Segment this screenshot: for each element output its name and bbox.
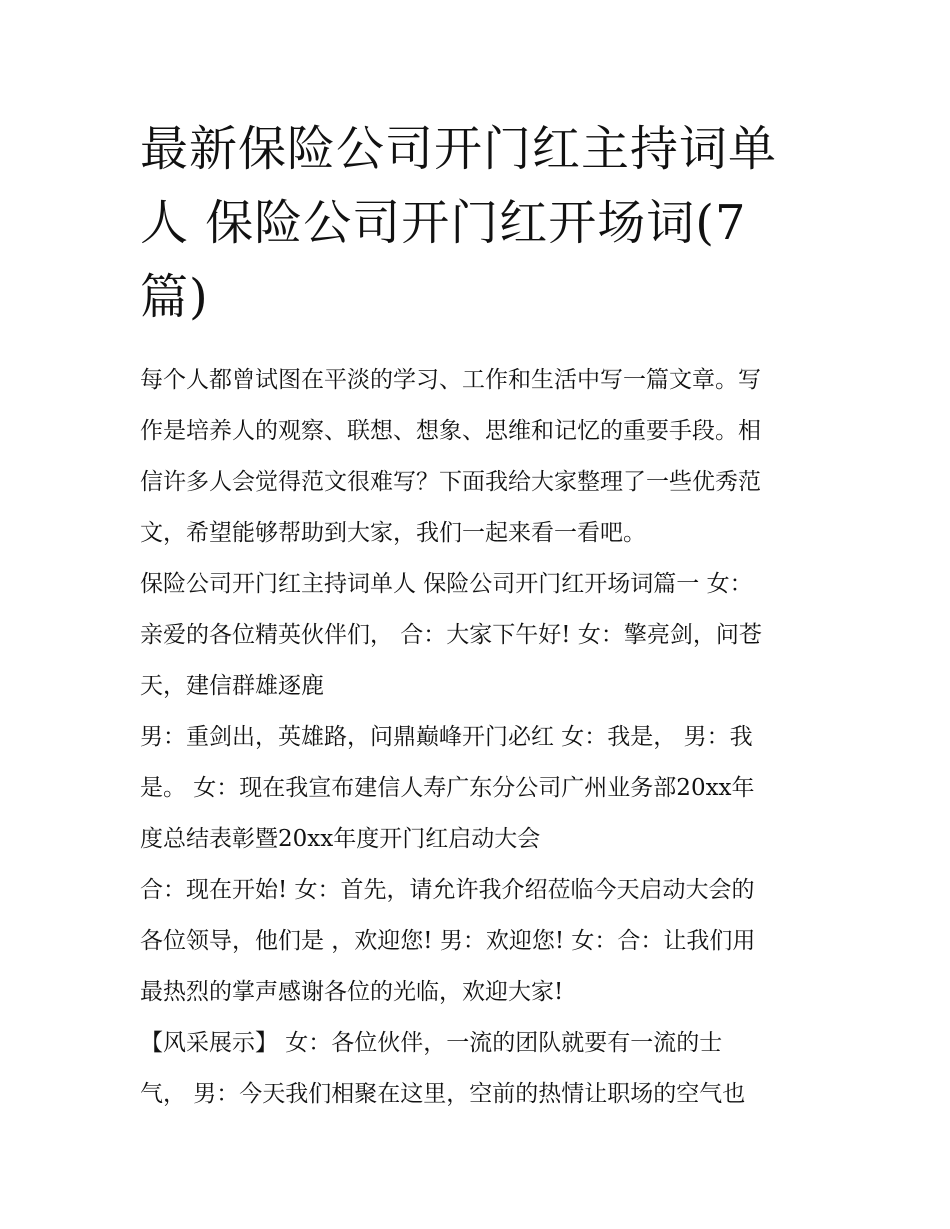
title-line: 最新保险公司开门红主持词单 — [140, 121, 778, 177]
body-line: 信许多人会觉得范文很难写？下面我给大家整理了一些优秀范 — [140, 469, 761, 495]
body-line: 【风采展示】 女：各位伙伴，一流的团队就要有一流的士 — [140, 1030, 723, 1056]
body-line: 合：现在开始! 女：首先，请允许我介绍莅临今天启动大会的 — [140, 877, 755, 903]
body-line: 男：重剑出，英雄路，问鼎巅峰开门必红 女：我是， 男：我 — [140, 724, 753, 750]
body-line: 每个人都曾试图在平淡的学习、工作和生活中写一篇文章。写 — [140, 367, 761, 393]
body-line: 天，建信群雄逐鹿 — [140, 673, 324, 699]
document-title — [140, 112, 820, 334]
body-line: 亲爱的各位精英伙伴们， 合：大家下午好! 女：擎亮剑，问苍 — [140, 622, 762, 648]
body-line: 是。 女：现在我宣布建信人寿广东分公司广州业务部20xx年 — [140, 775, 755, 801]
body-line: 作是培养人的观察、联想、想象、思维和记忆的重要手段。相 — [140, 418, 761, 444]
body-line: 文，希望能够帮助到大家，我们一起来看一看吧。 — [140, 520, 646, 546]
document-body — [140, 355, 830, 1120]
body-line: 最热烈的掌声感谢各位的光临，欢迎大家! — [140, 979, 564, 1005]
body-line: 各位领导，他们是 ，欢迎您! 男：欢迎您! 女：合：让我们用 — [140, 928, 756, 954]
body-line: 气， 男：今天我们相聚在这里，空前的热情让职场的空气也 — [140, 1081, 746, 1107]
body-line: 保险公司开门红主持词单人 保险公司开门红开场词篇一 女： — [140, 571, 753, 597]
title-line: 人 保险公司开门红开场词(7 — [140, 195, 747, 251]
title-line: 篇) — [140, 269, 209, 325]
body-line: 度总结表彰暨20xx年度开门红启动大会 — [140, 826, 541, 852]
